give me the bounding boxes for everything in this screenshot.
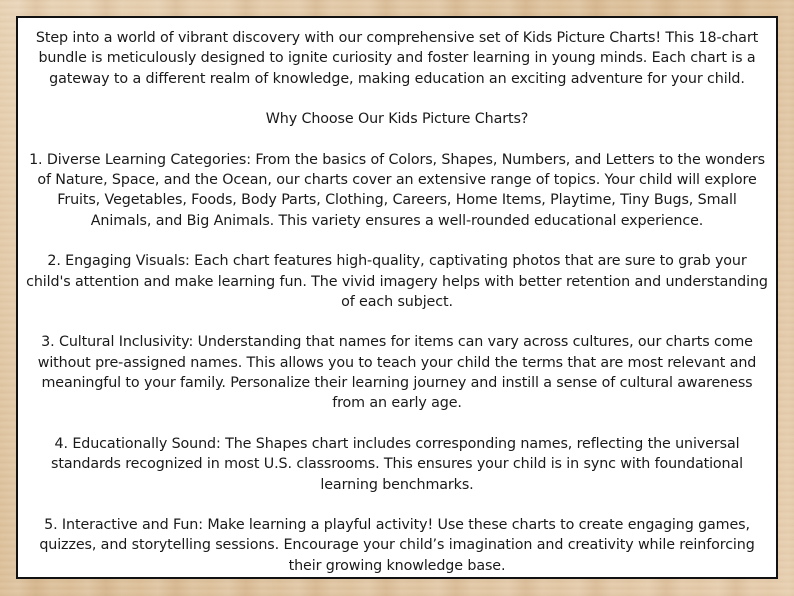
intro-paragraph: Step into a world of vibrant discovery with our comprehensive set of Kids Picture Charts! This 18-chart bundle is meticulously designed to ignite curiosity and foster learning in young minds. Each chart is a gateway to a different realm of knowledge, making education an exciting adventure for your child. xyxy=(35,30,759,87)
section-heading: Why Choose Our Kids Picture Charts? xyxy=(265,111,529,128)
point-cultural-inclusivity: 3. Cultural Inclusivity: Understanding that names for items can vary across cultures, our charts come without pre-assigned names. This allows you to teach your child the terms that are most relevant and meaningful to your family. Personalize their learning journey and instill a sense of cultural awareness from an early age. xyxy=(37,334,757,412)
description-card xyxy=(16,16,778,579)
point-interactive-fun: 5. Interactive and Fun: Make learning a playful activity! Use these charts to create engaging games, quizzes, and storytelling sessions. Encourage your child’s imagination and creativity while reinforcing their growing knowledge base. xyxy=(39,517,755,574)
point-engaging-visuals: 2. Engaging Visuals: Each chart features high-quality, captivating photos that are sure to grab your child's attention and make learning fun. The vivid imagery helps with better retention and understanding of each subject. xyxy=(26,253,768,310)
point-diverse-learning: 1. Diverse Learning Categories: From the basics of Colors, Shapes, Numbers, and Letters to the wonders of Nature, Space, and the Ocean, our charts cover an extensive range of topics. Your child will explore Fruits, Vegetables, Foods, Body Parts, Clothing, Careers, Home Items, Playtime, Tiny Bugs, Small Animals, and Big Animals. This variety ensures a well-rounded educational experience. xyxy=(29,151,765,229)
point-educationally-sound: 4. Educationally Sound: The Shapes chart includes corresponding names, reflecting the universal standards recognized in most U.S. classrooms. This ensures your child is in sync with foundational learning benchmarks. xyxy=(51,435,743,493)
